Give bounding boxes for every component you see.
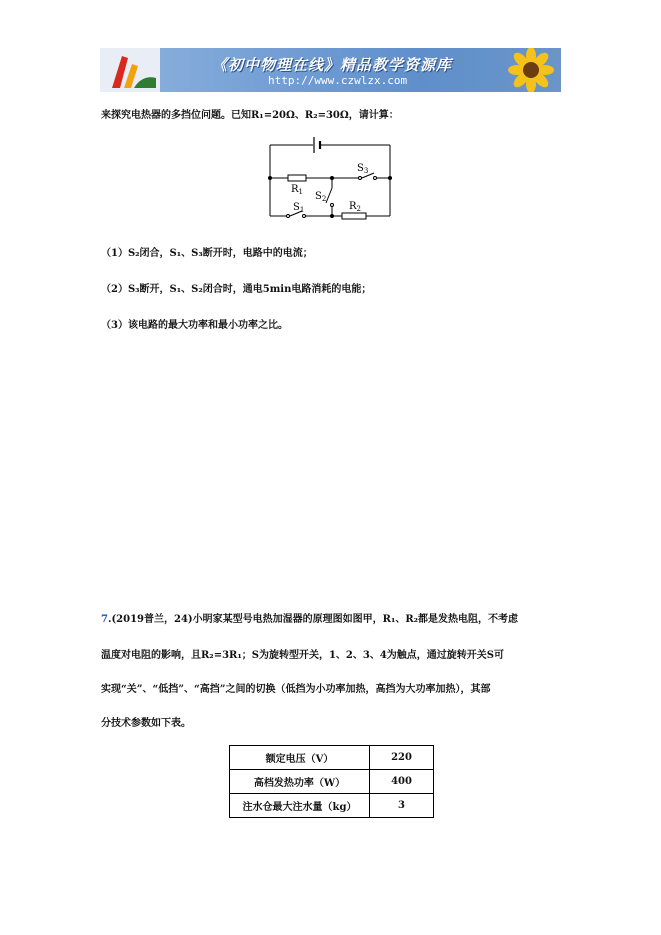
circuit-diagram [258, 133, 398, 223]
header-url[interactable]: http://www.czwlzx.com [268, 74, 408, 87]
table-row [230, 746, 434, 770]
label-s3: $S_3$ [357, 163, 369, 175]
problem7-line4: 分技术参数如下表。 [101, 718, 191, 729]
spec-label: 高档发热功率（W） [230, 770, 370, 794]
label-r1: $R_1$ [291, 184, 303, 196]
question-1: （1）S₂闭合，S₁、S₃断开时，电路中的电流； [101, 248, 313, 259]
spec-value: 3 [370, 794, 434, 818]
problem7-number: 7 [101, 614, 108, 625]
spec-table [229, 745, 434, 818]
label-r2: $R_2$ [349, 201, 361, 213]
resistor-r2 [342, 213, 366, 219]
problem7-line3: 实现“关”、“低挡”、“高挡”之间的切换（低挡为小功率加热，高挡为大功率加热），其部 [101, 684, 491, 695]
label-s2: $S_2$ [315, 191, 327, 203]
site-logo-icon [100, 48, 160, 92]
spec-value: 400 [370, 770, 434, 794]
label-s1: $S_1$ [293, 202, 305, 214]
problem6-intro: 来探究电热器的多挡位问题。已知R₁=20Ω、R₂=30Ω，请计算： [101, 110, 399, 121]
sunflower-icon [481, 48, 561, 92]
table-row [230, 770, 434, 794]
resistor-r1 [288, 175, 306, 181]
problem7-line1: 7.(2019普兰，24)小明家某型号电热加湿器的原理图如图甲，R₁、R₂都是发热电阻，不考虑 [101, 614, 519, 625]
header-banner [100, 48, 561, 92]
table-row [230, 794, 434, 818]
spec-value: 220 [370, 746, 434, 770]
header-title: 《初中物理在线》精品教学资源库 [212, 56, 453, 74]
spec-label: 注水仓最大注水量（kg） [230, 794, 370, 818]
question-2: （2）S₃断开，S₁、S₂闭合时，通电5min电路消耗的电能； [101, 284, 372, 295]
spec-label: 额定电压（V） [230, 746, 370, 770]
question-3: （3）该电路的最大功率和最小功率之比。 [101, 320, 288, 331]
problem7-line2: 温度对电阻的影响，且R₂=3R₁；S为旋转型开关，1、2、3、4为触点，通过旋转开关S可 [101, 650, 504, 661]
